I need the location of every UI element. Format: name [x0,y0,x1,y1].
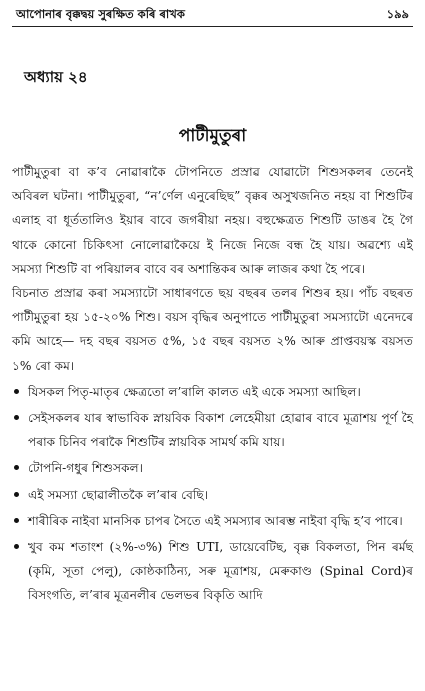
list-item [12,456,413,480]
chapter-heading: অধ্যায় ২৪ [24,68,88,86]
list-item [12,406,413,454]
list-item [12,509,413,533]
page-number: ১৯৯ [386,7,409,21]
list-item-text: খুব কম শতাংশ (২%-৩%) শিশু UTI, ডায়েবেটিছ, বৃক্ক বিকলতা, পিন ৰৰ্মছ (কৃমি, সূতা পেলু), কোষ্ঠকাঠিন্য, সৰু মূত্ৰাশয়, মেৰুকাণ্ড (Spinal Cord)ৰ বিসংগতি, ল’ৰাৰ মূত্ৰনলীৰ ভেলভৰ বিকৃতি আদি [28,540,413,603]
list-item-text: শাৰীৰিক নাইবা মানসিক চাপৰ সৈতে এই সমস্যাৰ আৰম্ভ নাইবা বৃদ্ধি হ’ব পাৰে। [28,513,403,528]
running-title: আপোনাৰ বৃক্কদ্বয় সুৰক্ষিত কৰি ৰাখক [16,7,185,21]
bullet-icon [14,465,19,470]
bullet-list [12,380,413,608]
bullet-icon [14,518,19,523]
list-item-text: টোপনি-গধুৰ শিশুসকল। [28,461,144,476]
body-text [12,160,413,608]
bullet-icon [14,415,19,420]
paragraph: বিচনাত প্ৰস্ৰাৱ কৰা সমস্যাটো সাধাৰণতে ছয় বছৰৰ তলৰ শিশুৰ হয়। পাঁচ বছৰত পাটীমুতুৰা হয় ১৫-২০% শিশু। বয়স বৃদ্ধিৰ অনুপাতে পাটীমুতুৰা সমস্যাটো এনেদৰে কমি আহে— দহ বছৰ বয়সত ৫%, ১৫ বছৰ বয়সত ২% আৰু প্ৰাপ্তবয়স্ক বয়সত ১% ৰো কম। [12,286,413,373]
running-header [16,6,409,24]
section-title: পাটীমুতুৰা [178,126,247,146]
list-item-text: যিসকল পিতৃ-মাতৃৰ ক্ষেত্ৰতো ল’ৰালি কালত এই একে সমস্যা আছিল। [28,384,361,399]
bullet-icon [14,389,19,394]
list-item [12,483,413,507]
list-item [12,380,413,404]
paragraph: পাটীমুতুৰা বা ক’ব নোৱাৰাকৈ টোপনিতে প্ৰস্ৰাৱ যোৱাটো শিশুসকলৰ তেনেই অবিৰল ঘটনা। পাটীমুতুৰা, “ন’ৰ্ণেল এনুৰেছিছ” বৃক্কৰ অসুখজনিত নহয় বা শিশুটিৰ এলাহ বা ধূৰ্ততালিও ইয়াৰ বাবে জগৰীয়া নহয়। বহুক্ষেত্ৰত শিশুটি ডাঙৰ হৈ গৈ থাকে কোনো চিকিৎসা নোলোৱাকৈয়ে ই নিজে নিজে বন্ধ হৈ যায়। অৱশ্যে এই সমস্যা শিশুটি বা পৰিয়ালৰ বাবে বৰ অশান্তিকৰ আৰু লাজৰ কথা হৈ পৰে। [12,165,413,276]
header-rule [12,26,413,27]
list-item-text: সেইসকলৰ যাৰ স্বাভাবিক স্নায়বিক বিকাশ লেহেমীয়া হোৱাৰ বাবে মূত্ৰাশয় পূৰ্ণ হৈ পৰাক চিনিব পৰাকৈ শিশুটিৰ স্নায়বিক সামৰ্থ কমি যায়। [28,411,413,450]
bullet-icon [14,544,19,549]
list-item-text: এই সমস্যা ছোৱালীতকৈ ল’ৰাৰ বেছি। [28,487,209,502]
list-item [12,535,413,608]
bullet-icon [14,492,19,497]
